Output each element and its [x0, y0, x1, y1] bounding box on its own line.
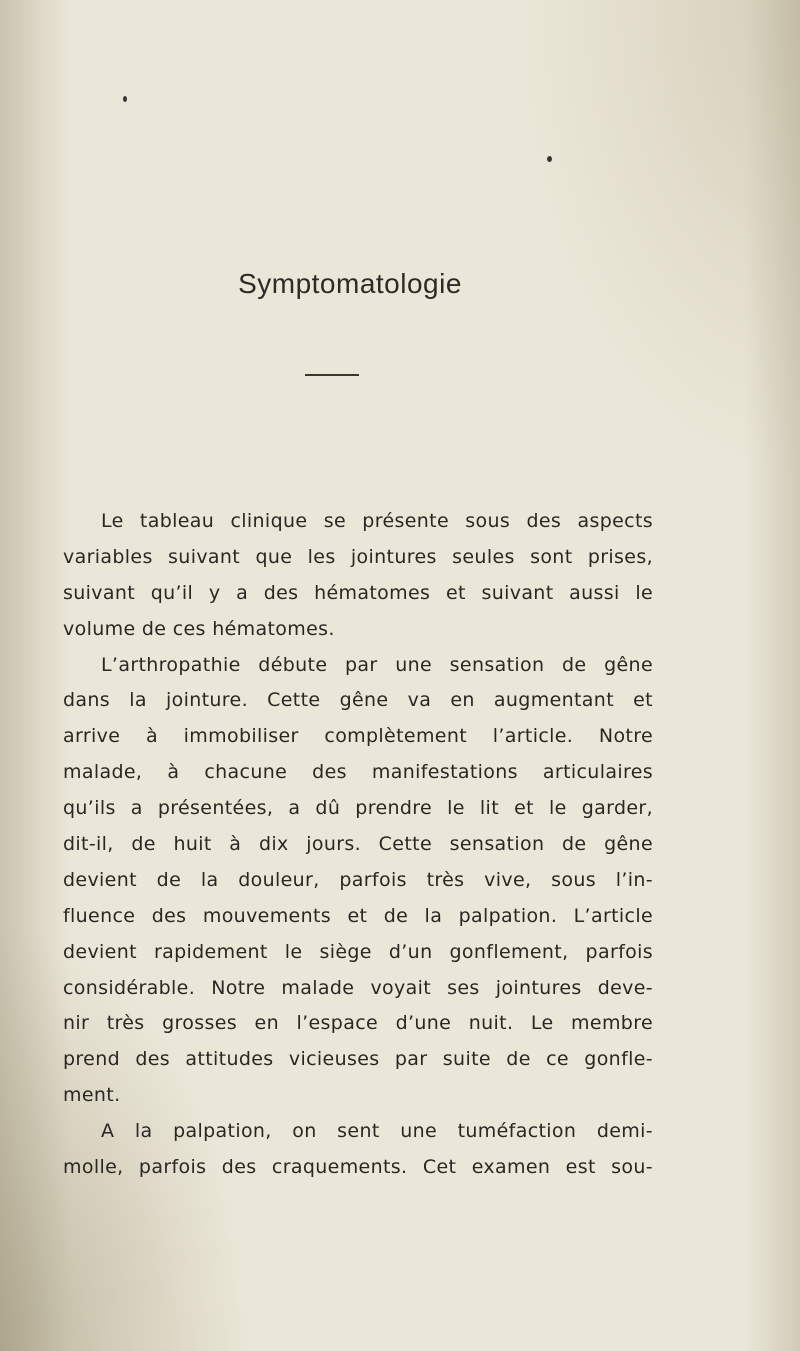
ink-speck — [123, 96, 127, 102]
text-line: nir très grosses en l’espace d’une nuit. Le membre — [63, 1012, 653, 1035]
text-line: qu’ils a présentées, a dû prendre le lit et le garder, — [63, 797, 653, 820]
text-line: arrive à immobiliser complètement l’article. Notre — [63, 725, 653, 748]
text-line: dans la jointure. Cette gêne va en augmentant et — [63, 689, 653, 712]
text-line: volume de ces hématomes. — [63, 617, 335, 640]
text-line: Le tableau clinique se présente sous des aspects — [101, 510, 653, 532]
ink-speck — [547, 156, 552, 162]
text-line: prend des attitudes vicieuses par suite de ce gonfle- — [63, 1048, 653, 1071]
text-line: dit-il, de huit à dix jours. Cette sensation de gêne — [63, 833, 653, 856]
title-divider — [305, 374, 359, 376]
text-line: L’arthropathie débute par une sensation de gêne — [101, 653, 653, 676]
text-line: fluence des mouvements et de la palpation. L’article — [63, 904, 653, 927]
text-line: devient de la douleur, parfois très vive, sous l’in- — [63, 868, 653, 891]
text-line: suivant qu’il y a des hématomes et suivant aussi le — [63, 581, 653, 604]
text-line: malade, à chacune des manifestations articulaires — [63, 761, 653, 784]
text-line: considérable. Notre malade voyait ses jointures deve- — [63, 976, 653, 999]
text-line: A la palpation, on sent une tuméfaction demi- — [101, 1120, 653, 1143]
text-line: molle, parfois des craquements. Cet examen est sou- — [63, 1156, 653, 1179]
text-line: variables suivant que les jointures seules sont prises, — [63, 545, 653, 568]
text-line: ment. — [63, 1084, 121, 1107]
body-text — [63, 504, 653, 1186]
text-line: devient rapidement le siège d’un gonflement, parfois — [63, 940, 653, 963]
page-title: Symptomatologie — [238, 268, 462, 299]
